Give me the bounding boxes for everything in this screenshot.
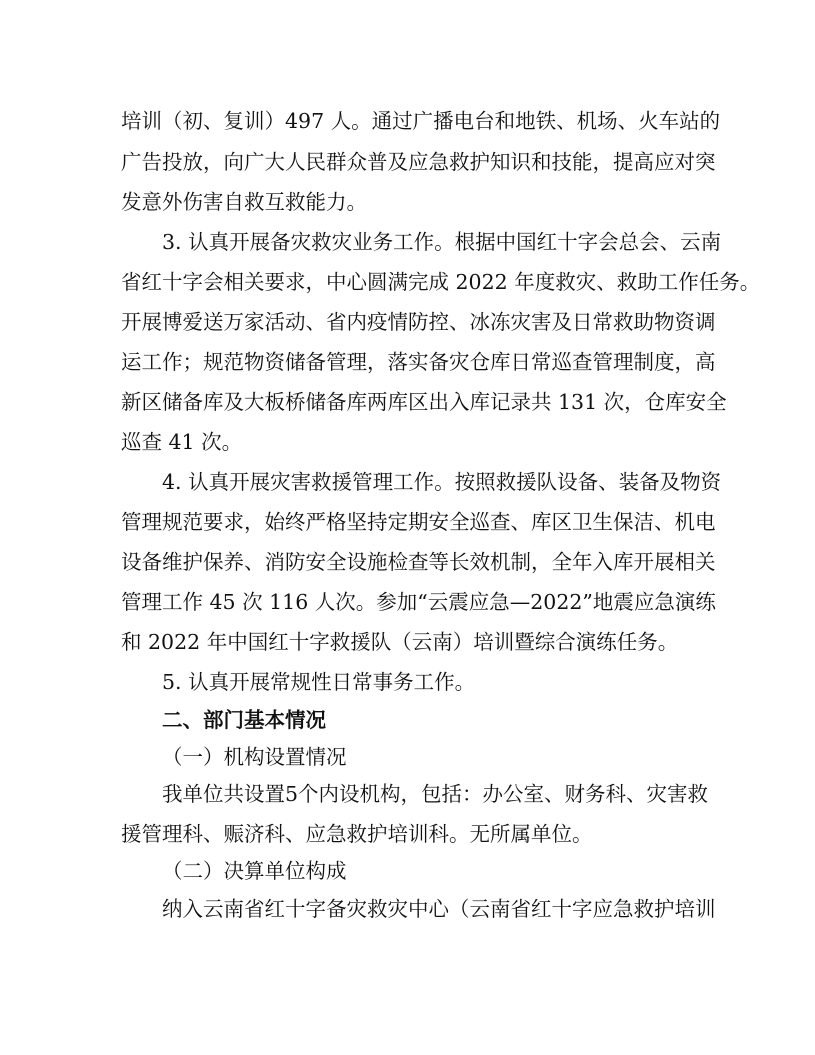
paragraph-line: 管理工作 45 次 116 人次。参加“云震应急—2022”地震应急演练 — [121, 590, 716, 614]
paragraph-line: 3. 认真开展备灾救灾业务工作。根据中国红十字会总会、云南 — [162, 230, 722, 254]
paragraph-line: 援管理科、赈济科、应急救护培训科。无所属单位。 — [121, 822, 593, 846]
paragraph-line: 省红十字会相关要求，中心圆满完成 2022 年度救灾、救助工作任务。 — [121, 270, 761, 294]
subsection-heading: （二）决算单位构成 — [162, 859, 347, 883]
paragraph-line: 发意外伤害自救互救能力。 — [121, 190, 367, 214]
paragraph-line: 开展博爱送万家活动、省内疫情防控、冰冻灾害及日常救助物资调 — [121, 310, 716, 334]
paragraph-line: 广告投放，向广大人民群众普及应急救护知识和技能，提高应对突 — [121, 150, 716, 174]
paragraph-line: 和 2022 年中国红十字救援队（云南）培训暨综合演练任务。 — [121, 630, 679, 654]
paragraph-line: 巡查 41 次。 — [121, 430, 243, 454]
subsection-heading: （一）机构设置情况 — [162, 745, 347, 769]
paragraph-line: 管理规范要求，始终严格坚持定期安全巡查、库区卫生保洁、机电 — [121, 510, 716, 534]
paragraph-line: 4. 认真开展灾害救援管理工作。按照救援队设备、装备及物资 — [162, 470, 722, 494]
paragraph-line: 我单位共设置5个内设机构，包括：办公室、财务科、灾害救 — [162, 782, 709, 806]
paragraph-line: 设备维护保养、消防安全设施检查等长效机制，全年入库开展相关 — [121, 550, 716, 574]
paragraph-line: 5. 认真开展常规性日常事务工作。 — [162, 670, 476, 694]
paragraph-line: 新区储备库及大板桥储备库两库区出入库记录共 131 次，仓库安全 — [121, 390, 727, 414]
paragraph-line: 培训（初、复训）497 人。通过广播电台和地铁、机场、火车站的 — [121, 109, 721, 133]
paragraph-line: 运工作；规范物资储备管理，落实备灾仓库日常巡查管理制度，高 — [121, 350, 716, 374]
section-heading: 二、部门基本情况 — [162, 708, 326, 732]
paragraph-line: 纳入云南省红十字备灾救灾中心（云南省红十字应急救护培训 — [162, 897, 716, 921]
